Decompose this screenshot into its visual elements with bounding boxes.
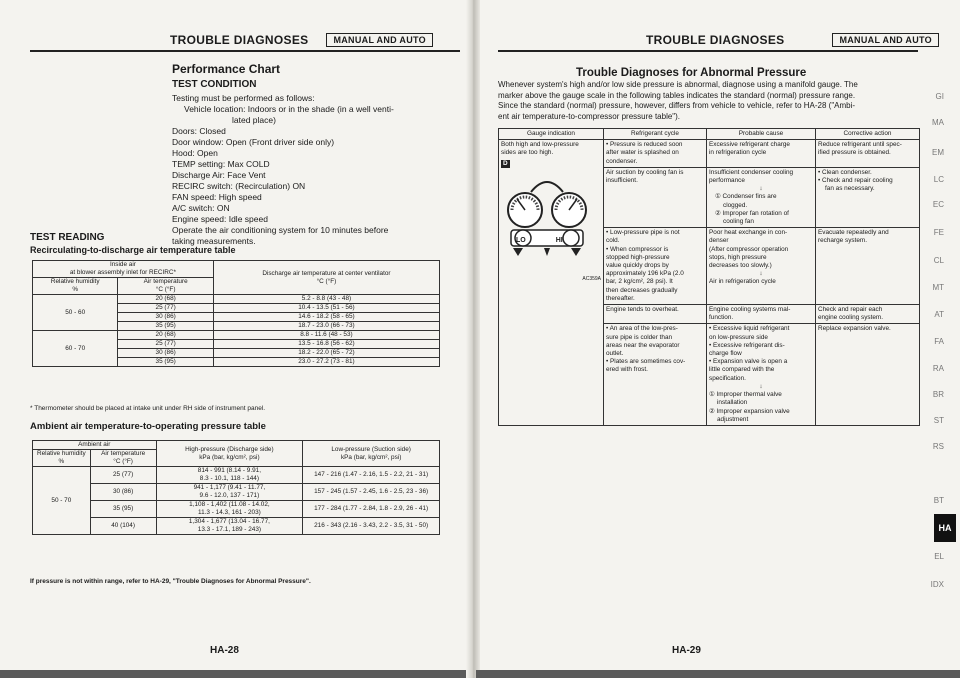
cause-line: charge flow	[709, 350, 742, 358]
cycle-line: ered with frost.	[606, 366, 648, 374]
table-header-row	[33, 441, 440, 450]
table-header	[33, 450, 91, 467]
edge-mark: EC	[932, 200, 944, 209]
table-cell	[156, 518, 303, 535]
cycle-line: condenser.	[606, 157, 638, 165]
cause-line: ② Improper expansion valve	[709, 407, 790, 415]
cause-line: installation	[717, 399, 748, 407]
action-line: • Clean condenser.	[818, 169, 917, 177]
table-row	[33, 467, 440, 484]
edge-mark: MA	[932, 118, 944, 127]
right-header-rule	[498, 50, 918, 52]
hp-line: 814 - 991 (8.14 - 9.91,	[197, 467, 262, 474]
table-cell: 35 (95)	[90, 501, 156, 518]
left-header	[170, 30, 433, 50]
action-line: Reduce refrigerant until spec-	[818, 141, 902, 149]
table1-col-dis: Discharge air temperature at center ventilator	[262, 269, 391, 277]
table-cell	[156, 501, 303, 518]
table-cell: 30 (86)	[118, 313, 213, 322]
gauge-text: Both high and low-pressure	[501, 141, 579, 149]
table-cell: 50 - 60	[33, 295, 118, 331]
table-cell: 25 (77)	[118, 304, 213, 313]
table2-col-hp: High-pressure (Discharge side)	[185, 445, 274, 453]
table2-title: Ambient air temperature-to-operating pressure table	[30, 421, 266, 432]
table-row	[499, 140, 920, 168]
edge-mark: RS	[932, 442, 944, 451]
right-header-box: MANUAL AND AUTO	[832, 33, 939, 47]
left-page-number: HA-28	[210, 645, 239, 656]
cause-line: stops, high pressure	[709, 253, 767, 261]
gauge-marker: D	[503, 159, 508, 167]
cycle-line: then decreases gradually	[606, 286, 678, 294]
table-cell: 20 (68)	[118, 331, 213, 340]
table-row	[33, 518, 440, 535]
table2-col-lp: Low-pressure (Suction side)	[331, 445, 411, 453]
hp-line: 941 - 1,177 (9.41 - 11.77,	[193, 484, 266, 491]
table-cell	[604, 228, 707, 305]
cycle-line: after water is splashed on	[606, 149, 679, 157]
hp-line: 11.3 - 14.3, 161 - 203)	[198, 509, 261, 516]
table-header: Ambient air	[33, 441, 157, 450]
cause-line: Air in refrigeration cycle	[709, 278, 776, 286]
edge-mark: EM	[932, 148, 944, 157]
cause-line: ① Condenser fins are	[715, 193, 777, 201]
left-header-title: TROUBLE DIAGNOSES	[170, 33, 309, 47]
cause-line: (After compressor operation	[709, 245, 789, 253]
manifold-gauge-icon	[501, 172, 593, 282]
condition-line: TEMP setting: Max COLD	[172, 159, 270, 169]
condition-line: taking measurements.	[172, 236, 256, 246]
cycle-line: • Plates are sometimes cov-	[606, 358, 704, 366]
cause-line: • Excessive refrigerant dis-	[709, 342, 813, 350]
cycle-line: • Pressure is reduced soon	[606, 141, 704, 149]
cycle-line: approximately 196 kPa (2.0	[606, 270, 684, 278]
cause-line: Engine cooling systems mal-	[709, 306, 791, 314]
table-cell: 40 (104)	[90, 518, 156, 535]
hp-line: 1,304 - 1,677 (13.04 - 16.77,	[188, 518, 270, 525]
table-cell	[707, 228, 816, 305]
table2-note: If pressure is not within range, refer to HA-29, "Trouble Diagnoses for Abnormal Pressure".	[30, 578, 311, 585]
abnormal-pressure-title: Trouble Diagnoses for Abnormal Pressure	[576, 67, 807, 79]
edge-mark: AT	[934, 310, 944, 319]
left-bottom-bar	[0, 670, 466, 678]
hp-line: 13.3 - 17.1, 189 - 243)	[197, 526, 262, 533]
table2-col-hp-unit: kPa (bar, kg/cm², psi)	[199, 453, 260, 461]
action-line: engine cooling system.	[818, 314, 884, 322]
edge-mark: EL	[934, 552, 944, 561]
cause-line: clogged.	[723, 201, 748, 209]
condition-line: Doors: Closed	[172, 126, 226, 136]
cycle-line: Engine tends to overheat.	[606, 306, 679, 314]
table-cell	[816, 324, 920, 425]
condition-line: A/C switch: ON	[172, 203, 230, 213]
intro-line: marker above the gauge scale in the following tables indicates the standard (normal) pressure range.	[498, 90, 856, 100]
table-cell	[604, 324, 707, 425]
table-cell: 35 (95)	[118, 322, 213, 331]
condition-line: RECIRC switch: (Recirculation) ON	[172, 181, 306, 191]
condition-line: Operate the air conditioning system for 10 minutes before	[172, 225, 389, 235]
table-cell	[816, 228, 920, 305]
edge-mark: CL	[933, 256, 944, 265]
test-condition-block	[172, 93, 462, 247]
table-cell: 23.0 - 27.2 (73 - 81)	[213, 358, 439, 367]
table-cell	[816, 167, 920, 227]
edge-mark: ST	[933, 416, 944, 425]
edge-mark: GI	[935, 92, 944, 101]
table1-col-at: Air temperature	[143, 278, 188, 285]
left-page	[0, 0, 470, 678]
condition-line: Engine speed: Idle speed	[172, 214, 268, 224]
discharge-temp-table	[32, 260, 440, 367]
right-page-number: HA-29	[672, 645, 701, 656]
table-cell	[707, 167, 816, 227]
cycle-line: • An area of the low-pres-	[606, 325, 704, 333]
cause-line: adjustment	[717, 415, 749, 423]
table-header	[33, 261, 214, 278]
action-line: Check and repair each	[818, 306, 883, 314]
cause-line: ② Improper fan rotation of	[715, 209, 789, 217]
table1-col-at-unit: °C (°F)	[155, 286, 176, 293]
cause-line: specification.	[709, 374, 746, 382]
condition-line: Discharge Air: Face Vent	[172, 170, 266, 180]
edge-mark: RA	[932, 364, 944, 373]
cycle-line: stopped high-pressure	[606, 253, 670, 261]
table-cell	[707, 324, 816, 425]
cause-line: function.	[709, 314, 734, 322]
table-row	[33, 295, 440, 304]
operating-pressure-table	[32, 440, 440, 535]
cause-line: • Expansion valve is open a	[709, 358, 813, 366]
condition-line: lated place)	[232, 115, 276, 125]
hi-gauge-label: HI	[555, 236, 563, 244]
cycle-line: areas near the evaporator	[606, 341, 680, 349]
cycle-line: • Low-pressure pipe is not	[606, 229, 704, 237]
hp-line: 9.6 - 12.0, 137 - 171)	[199, 492, 260, 499]
cause-line: denser	[709, 237, 729, 245]
table-cell	[156, 467, 303, 484]
action-line: fan as necessary.	[825, 185, 875, 193]
action-line: Replace expansion valve.	[818, 325, 891, 333]
condition-line: FAN speed: High speed	[172, 192, 262, 202]
table-cell: 216 - 343 (2.16 - 3.43, 2.2 - 3.5, 31 - 50)	[303, 518, 440, 535]
table2-col-rh-unit: %	[58, 458, 65, 465]
edge-mark: LC	[933, 175, 944, 184]
table-row	[33, 331, 440, 340]
cause-line: performance	[709, 177, 745, 185]
intro-line: Since the standard (normal) pressure, however, differs from vehicle to vehicle, refer to HA-28 ("Ambi-	[498, 101, 856, 110]
table-header	[33, 278, 118, 295]
table-header: Probable cause	[707, 129, 816, 140]
condition-line: Vehicle location: Indoors or in the shade (in a well venti-	[184, 104, 394, 114]
abnormal-pressure-table	[498, 128, 920, 426]
edge-mark: MT	[932, 283, 944, 292]
edge-mark: BT	[933, 496, 944, 505]
cause-line: • Excessive liquid refrigerant	[709, 325, 813, 333]
cycle-line: insufficient.	[606, 177, 638, 185]
table-header	[118, 278, 213, 295]
abnormal-pressure-intro	[498, 80, 928, 122]
cause-line: Insufficient condenser cooling	[709, 168, 794, 176]
cause-line: Excessive refrigerant charge	[709, 141, 790, 149]
table-cell: 147 - 216 (1.47 - 2.16, 1.5 - 2.2, 21 - 31)	[303, 467, 440, 484]
table-row	[33, 501, 440, 518]
table1-note: * Thermometer should be placed at intake unit under RH side of instrument panel.	[30, 405, 266, 412]
action-line: • Check and repair cooling	[818, 177, 917, 185]
table-cell	[816, 140, 920, 168]
table-cell: 35 (95)	[118, 358, 213, 367]
table-cell: 25 (77)	[90, 467, 156, 484]
table-header: Corrective action	[816, 129, 920, 140]
cause-line: ① Improper thermal valve	[709, 391, 782, 399]
cycle-line: sure pipe is colder than	[606, 333, 673, 341]
table-header	[213, 261, 439, 295]
table1-head-group: Inside air	[109, 261, 136, 268]
edge-mark: BR	[932, 390, 944, 399]
cause-line: decreases too slowly.)	[709, 262, 772, 270]
cause-line: on low-pressure side	[709, 333, 768, 341]
table-header-row	[499, 129, 920, 140]
table2-col-at: Air temperature	[101, 450, 146, 457]
gauge-indication-cell	[499, 140, 604, 426]
right-bottom-bar	[476, 670, 960, 678]
table-cell: 30 (86)	[118, 349, 213, 358]
ha-section-tab[interactable]: HA	[934, 514, 956, 542]
table-header	[303, 441, 440, 467]
cause-line: little compared with the	[709, 366, 775, 374]
table-cell	[707, 305, 816, 324]
edge-mark: IDX	[930, 580, 944, 589]
cycle-line: value quickly drops by	[606, 262, 669, 270]
action-line: ified pressure is obtained.	[818, 149, 891, 157]
intro-line: Whenever system's high and/or low side pressure is abnormal, diagnose using a manifold gauge. The	[498, 80, 858, 89]
table-row	[33, 484, 440, 501]
cause-line: Poor heat exchange in con-	[709, 229, 788, 237]
table-cell: 25 (77)	[118, 340, 213, 349]
table-cell: 13.5 - 16.8 (56 - 62)	[213, 340, 439, 349]
table1-title: Recirculating-to-discharge air temperature table	[30, 245, 236, 255]
condition-line: Hood: Open	[172, 148, 218, 158]
table-cell	[604, 140, 707, 168]
gauge-text: sides are too high.	[501, 149, 554, 157]
lo-gauge-label: LO	[516, 236, 526, 244]
table-cell: 177 - 284 (1.77 - 2.84, 1.8 - 2.9, 26 - 41)	[303, 501, 440, 518]
cycle-line: outlet.	[606, 350, 624, 358]
performance-chart-title: Performance Chart	[172, 62, 281, 76]
table-header-row	[33, 261, 440, 278]
table1-col-rh-unit: %	[72, 286, 79, 293]
table2-col-lp-unit: kPa (bar, kg/cm², psi)	[340, 453, 402, 461]
intro-line: ent air temperature-to-compressor pressure table").	[498, 111, 681, 121]
table-cell: 50 - 70	[33, 467, 91, 535]
table-cell: 18.2 - 22.0 (65 - 72)	[213, 349, 439, 358]
table1-col-dis-unit: °C (°F)	[316, 277, 337, 285]
table-cell: 5.2 - 8.8 (43 - 48)	[213, 295, 439, 304]
cause-line: cooling fan	[723, 218, 754, 226]
cycle-line: Air suction by cooling fan is	[606, 168, 684, 176]
cause-line: ↓	[759, 185, 763, 193]
right-header	[646, 30, 939, 50]
left-header-box: MANUAL AND AUTO	[326, 33, 433, 47]
test-condition-title: TEST CONDITION	[172, 79, 257, 90]
table-cell: 8.8 - 11.6 (48 - 53)	[213, 331, 439, 340]
condition-line: Door window: Open (Front driver side only)	[172, 137, 335, 147]
cycle-line: thereafter.	[606, 294, 635, 302]
cause-line: in refrigeration cycle	[709, 149, 767, 157]
left-header-rule	[30, 50, 460, 52]
table-header: Refrigerant cycle	[604, 129, 707, 140]
table-header: Gauge indication	[499, 129, 604, 140]
table-cell	[604, 167, 707, 227]
cycle-line: cold.	[606, 237, 620, 245]
right-header-title: TROUBLE DIAGNOSES	[646, 33, 785, 47]
cause-line: ↓	[759, 382, 763, 390]
table-cell: 20 (68)	[118, 295, 213, 304]
action-line: recharge system.	[818, 237, 868, 245]
table-header	[90, 450, 156, 467]
table2-col-at-unit: °C (°F)	[113, 458, 133, 465]
table-cell	[156, 484, 303, 501]
table-header	[156, 441, 303, 467]
gauge-code: AC359A	[582, 276, 601, 283]
table-cell	[604, 305, 707, 324]
table-cell: 30 (86)	[90, 484, 156, 501]
table-cell: 60 - 70	[33, 331, 118, 367]
test-reading-title: TEST READING	[30, 232, 105, 243]
table1-col-rh: Relative humidity	[50, 278, 100, 285]
table1-head-group2: at blower assembly inlet for RECIRC*	[69, 269, 177, 276]
table-cell	[816, 305, 920, 324]
right-page	[476, 0, 960, 678]
action-line: Evacuate repeatedly and	[818, 229, 889, 237]
table-cell	[707, 140, 816, 168]
edge-mark: FA	[934, 337, 944, 346]
hp-line: 8.3 - 10.1, 118 - 144)	[199, 475, 259, 482]
table-cell: 157 - 245 (1.57 - 2.45, 1.6 - 2.5, 23 - 36)	[303, 484, 440, 501]
test-condition-intro: Testing must be performed as follows:	[172, 93, 315, 103]
cycle-line: bar, 2 kg/cm², 28 psi). It	[606, 278, 673, 286]
table-cell: 10.4 - 13.5 (51 - 56)	[213, 304, 439, 313]
cause-line: ↓	[759, 270, 763, 278]
table-cell: 18.7 - 23.0 (66 - 73)	[213, 322, 439, 331]
hp-line: 1,108 - 1,402 (11.08 - 14.02,	[189, 501, 270, 508]
table2-col-rh: Relative humidity	[37, 450, 86, 457]
cycle-line: • When compressor is	[606, 246, 704, 254]
edge-mark: FE	[933, 228, 944, 237]
table-cell: 14.6 - 18.2 (58 - 65)	[213, 313, 439, 322]
